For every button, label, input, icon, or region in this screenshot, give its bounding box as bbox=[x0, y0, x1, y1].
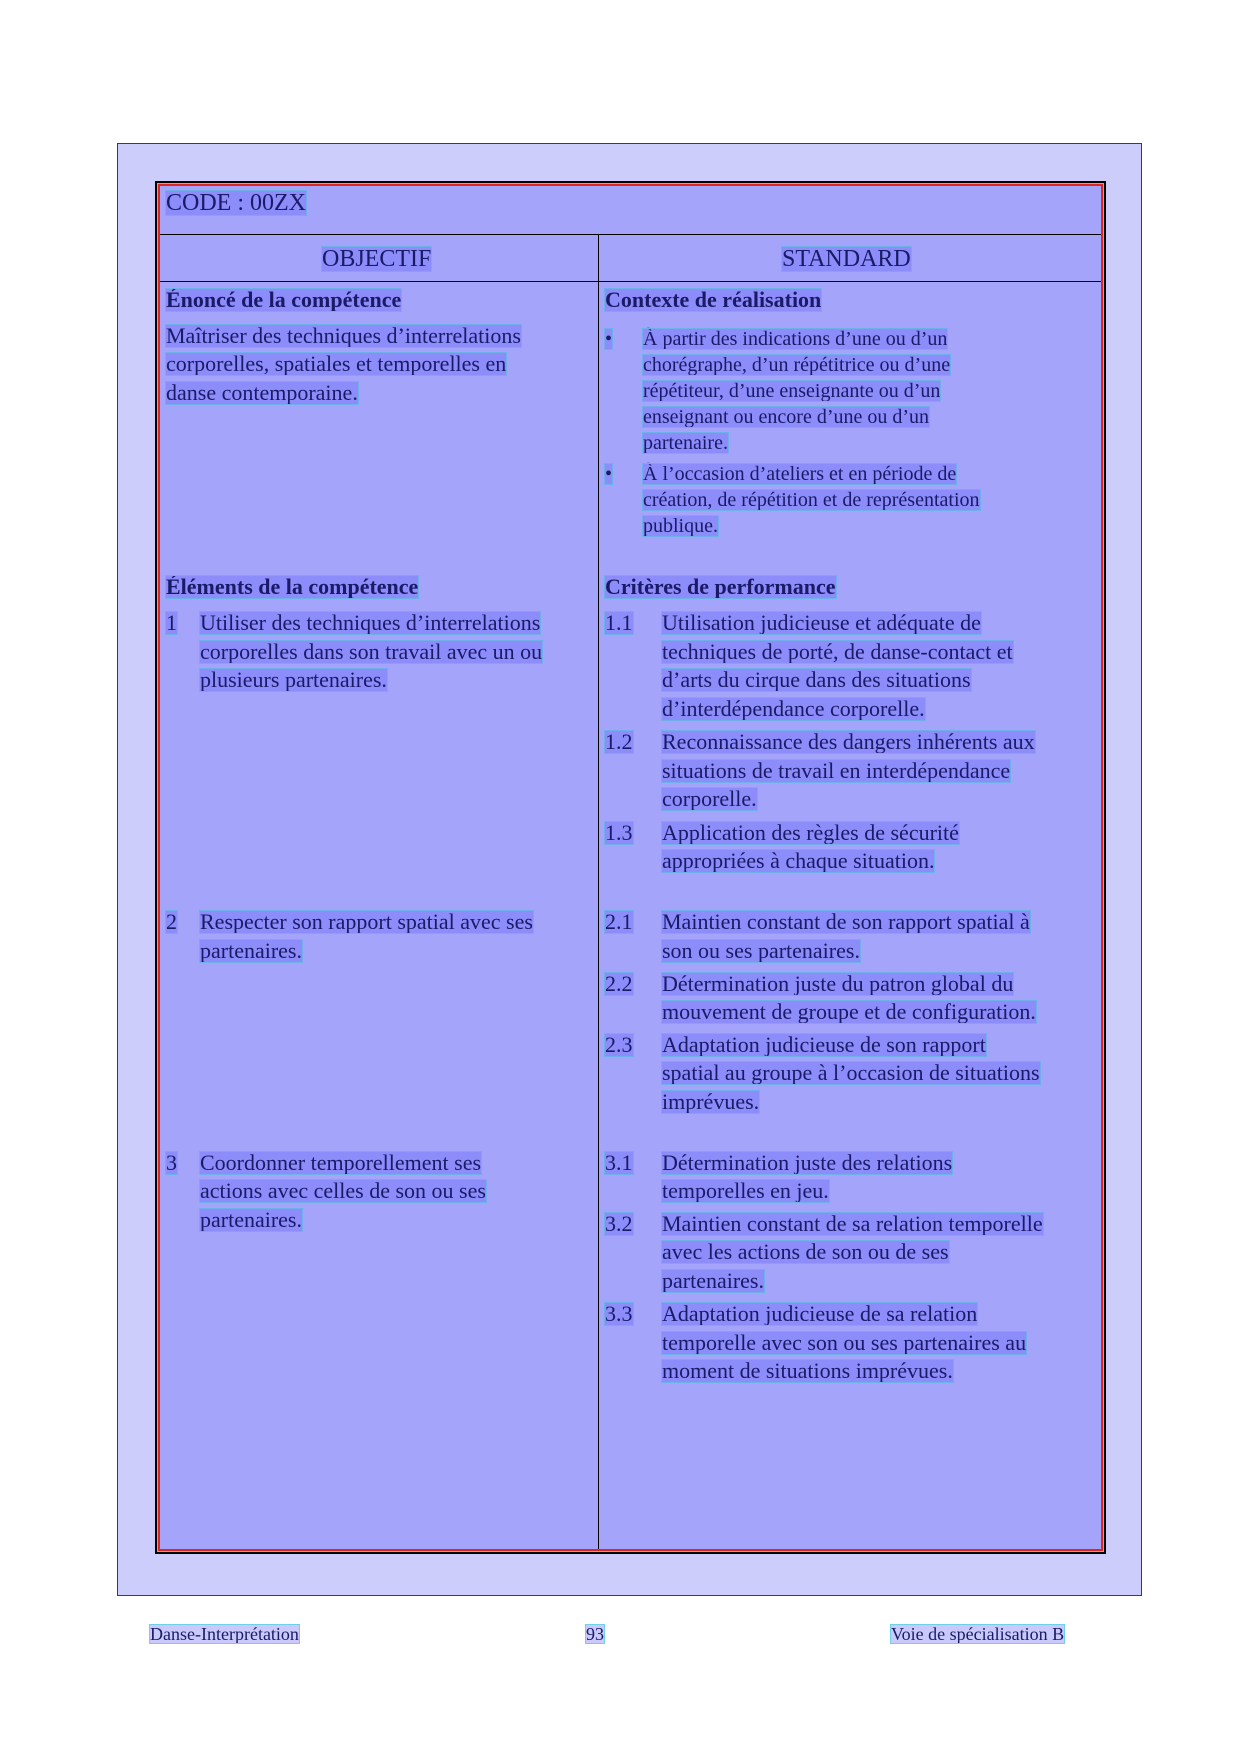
critere-line: Détermination juste des relations bbox=[662, 1150, 953, 1175]
critere-number: 3.2 bbox=[605, 1211, 633, 1236]
objectif-header: OBJECTIF bbox=[322, 246, 432, 272]
critere-line: d’interdépendance corporelle. bbox=[662, 696, 925, 721]
critere-number: 1.2 bbox=[605, 729, 633, 754]
footer-track: Voie de spécialisation B bbox=[891, 1624, 1065, 1644]
critere-line: spatial au groupe à l’occasion de situations bbox=[662, 1060, 1040, 1085]
element-line: Coordonner temporellement ses bbox=[200, 1150, 482, 1175]
critere-line: appropriées à chaque situation. bbox=[662, 848, 935, 873]
contexte-line: création, de répétition et de représentation bbox=[643, 489, 980, 511]
critere-line: Adaptation judicieuse de sa relation bbox=[662, 1301, 978, 1326]
enonce-title: Énoncé de la compétence bbox=[166, 287, 402, 312]
critere-line: temporelles en jeu. bbox=[662, 1178, 829, 1203]
enonce-line: Maîtriser des techniques d’interrelations bbox=[166, 323, 521, 348]
standard-header: STANDARD bbox=[782, 246, 911, 272]
critere-line: Maintien constant de sa relation temporelle bbox=[662, 1211, 1043, 1236]
critere-line: d’arts du cirque dans des situations bbox=[662, 667, 971, 692]
critere-line: Détermination juste du patron global du bbox=[662, 971, 1014, 996]
critere-line: son ou ses partenaires. bbox=[662, 938, 860, 963]
element-line: Respecter son rapport spatial avec ses bbox=[200, 909, 533, 934]
element-number: 2 bbox=[166, 909, 177, 934]
critere-line: temporelle avec son ou ses partenaires au bbox=[662, 1330, 1027, 1355]
element-line: partenaires. bbox=[200, 938, 302, 963]
critere-line: corporelle. bbox=[662, 786, 757, 811]
critere-number: 2.2 bbox=[605, 971, 633, 996]
critere-number: 1.3 bbox=[605, 820, 633, 845]
element-line: Utiliser des techniques d’interrelations bbox=[200, 610, 541, 635]
critere-line: situations de travail en interdépendance bbox=[662, 758, 1011, 783]
critere-line: mouvement de groupe et de configuration. bbox=[662, 999, 1036, 1024]
critere-line: Adaptation judicieuse de son rapport bbox=[662, 1032, 986, 1057]
bullet-marker: • bbox=[605, 328, 613, 350]
contexte-title: Contexte de réalisation bbox=[605, 287, 822, 312]
critere-line: Application des règles de sécurité bbox=[662, 820, 959, 845]
critere-number: 2.3 bbox=[605, 1032, 633, 1057]
rule-below-code bbox=[160, 234, 1101, 235]
critere-line: moment de situations imprévues. bbox=[662, 1358, 953, 1383]
enonce-line: danse contemporaine. bbox=[166, 380, 358, 405]
critere-number: 3.3 bbox=[605, 1301, 633, 1326]
critere-line: techniques de porté, de danse-contact et bbox=[662, 639, 1013, 664]
elements-title: Éléments de la compétence bbox=[166, 574, 419, 599]
contexte-line: répétiteur, d’une enseignante ou d’un bbox=[643, 380, 941, 402]
element-number: 3 bbox=[166, 1150, 177, 1175]
element-line: partenaires. bbox=[200, 1207, 302, 1232]
contexte-line: enseignant ou encore d’une ou d’un bbox=[643, 406, 930, 428]
contexte-line: publique. bbox=[643, 515, 718, 537]
critere-line: imprévues. bbox=[662, 1089, 760, 1114]
rule-below-headers bbox=[160, 281, 1101, 282]
contexte-line: chorégraphe, d’un répétitrice ou d’une bbox=[643, 354, 951, 376]
critere-number: 1.1 bbox=[605, 610, 633, 635]
critere-line: Utilisation judicieuse et adéquate de bbox=[662, 610, 981, 635]
critere-number: 2.1 bbox=[605, 909, 633, 934]
element-line: corporelles dans son travail avec un ou bbox=[200, 639, 543, 664]
element-line: plusieurs partenaires. bbox=[200, 667, 387, 692]
criteres-title: Critères de performance bbox=[605, 574, 836, 599]
element-line: actions avec celles de son ou ses bbox=[200, 1178, 486, 1203]
critere-number: 3.1 bbox=[605, 1150, 633, 1175]
column-divider bbox=[598, 235, 599, 1549]
critere-line: Maintien constant de son rapport spatial à bbox=[662, 909, 1030, 934]
critere-line: partenaires. bbox=[662, 1268, 764, 1293]
footer-page-number: 93 bbox=[586, 1624, 604, 1644]
contexte-line: À partir des indications d’une ou d’un bbox=[643, 328, 948, 350]
contexte-line: partenaire. bbox=[643, 432, 728, 454]
critere-line: avec les actions de son ou de ses bbox=[662, 1239, 949, 1264]
element-number: 1 bbox=[166, 610, 177, 635]
contexte-line: À l’occasion d’ateliers et en période de bbox=[643, 463, 957, 485]
enonce-line: corporelles, spatiales et temporelles en bbox=[166, 351, 507, 376]
code-label: CODE : 00ZX bbox=[166, 190, 306, 216]
bullet-marker: • bbox=[605, 463, 613, 485]
footer-program: Danse-Interprétation bbox=[150, 1624, 299, 1644]
critere-line: Reconnaissance des dangers inhérents aux bbox=[662, 729, 1035, 754]
